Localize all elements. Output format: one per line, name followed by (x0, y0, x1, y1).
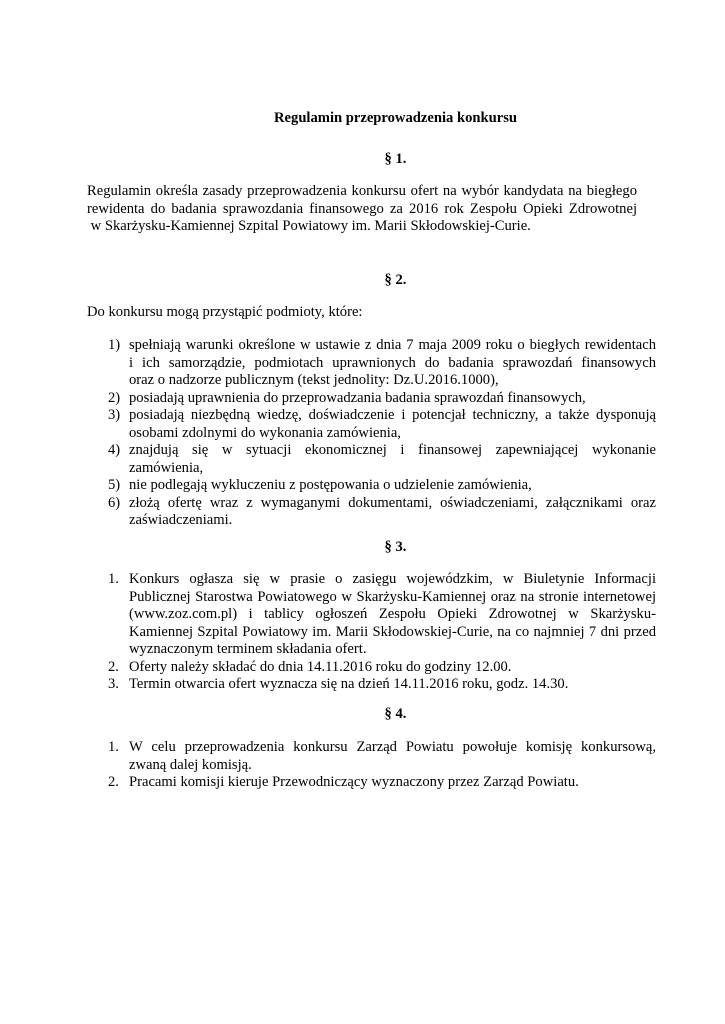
list-item-line: Termin otwarcia ofert wyznacza się na dzień 14.11.2016 roku, godz. 14.30. (129, 676, 569, 692)
list-item-line: W celu przeprowadzenia konkursu Zarząd Powiatu powołuje komisję konkursową, (129, 739, 656, 755)
list-item-line: i ich samorządzie, podmiotach uprawnionych do badania sprawozdań finansowych (129, 354, 656, 371)
list-item-line: Oferty należy składać do dnia 14.11.2016 roku do godziny 12.00. (129, 658, 512, 675)
section-3-heading: § 3. (384, 539, 407, 555)
list-item-line: znajdują się w sytuacji ekonomicznej i finansowej zapewniającej wykonanie (129, 442, 656, 458)
list-item-number: 5) (108, 477, 121, 493)
paragraph-line: rewidenta do badania sprawozdania finansowego za 2016 rok Zespołu Opieki Zdrowotnej (87, 200, 637, 217)
list-item (108, 774, 656, 792)
list-item-number: 4) (108, 442, 121, 458)
section-4-list (108, 739, 656, 792)
section-1-heading: § 1. (384, 151, 407, 167)
list-item-line: oraz o nadzorze publicznym (tekst jednolity: Dz.U.2016.1000), (129, 372, 499, 388)
list-item-line: Kamiennej Szpital Powiatowy im. Marii Skłodowskiej-Curie, na co najmniej 7 dni przed (129, 623, 656, 640)
list-item (108, 477, 656, 495)
section-2-intro (87, 304, 637, 322)
list-item-number: 2. (108, 658, 119, 675)
list-item-number: 2) (108, 389, 121, 406)
list-item (108, 659, 656, 677)
section-2-heading: § 2. (384, 272, 407, 288)
paragraph-line: w Skarżysku-Kamiennej Szpital Powiatowy im. Marii Skłodowskiej-Curie. (87, 218, 531, 234)
list-item-line: zaświadczeniami. (129, 512, 233, 528)
section-2-list (108, 337, 656, 530)
list-item (108, 571, 656, 659)
list-item-line: złożą ofertę wraz z wymaganymi dokumentami, oświadczeniami, załącznikami oraz (129, 494, 656, 511)
document-title: Regulamin przeprowadzenia konkursu (274, 110, 517, 126)
list-item-line: Publicznej Starostwa Powiatowego w Skarżysku-Kamiennej oraz na stronie internetowej (129, 588, 656, 605)
list-item-number: 1. (108, 739, 119, 755)
list-item-number: 6) (108, 494, 121, 511)
list-item (108, 390, 656, 408)
list-item-line: spełniają warunki określone w ustawie z dnia 7 maja 2009 roku o biegłych rewidentach (129, 337, 656, 353)
list-item-line: nie podlegają wykluczeniu z postępowania o udzielenie zamówienia, (129, 477, 532, 493)
list-item-number: 1. (108, 571, 119, 587)
section-3-list (108, 571, 656, 694)
list-item-line: zamówienia, (129, 459, 204, 476)
paragraph-line: Do konkursu mogą przystąpić podmioty, które: (87, 304, 363, 320)
list-item-line: Pracami komisji kieruje Przewodniczący wyznaczony przez Zarząd Powiatu. (129, 774, 579, 790)
list-item (108, 739, 656, 774)
list-item-number: 3. (108, 676, 119, 692)
list-item (108, 495, 656, 530)
list-item-number: 1) (108, 337, 121, 353)
section-1-paragraph (87, 183, 637, 236)
list-item-number: 2. (108, 774, 119, 790)
list-item (108, 337, 656, 390)
list-item (108, 407, 656, 442)
list-item-line: posiadają uprawnienia do przeprowadzania badania sprawozdań finansowych, (129, 389, 586, 406)
list-item (108, 442, 656, 477)
list-item (108, 676, 656, 694)
list-item-line: (www.zoz.com.pl) i tablicy ogłoszeń Zespołu Opieki Zdrowotnej w Skarżysku- (129, 606, 656, 622)
section-4-heading: § 4. (384, 706, 407, 722)
list-item-line: zwaną dalej komisją. (129, 756, 252, 773)
list-item-number: 3) (108, 407, 121, 423)
list-item-line: osobami zdolnymi do wykonania zamówienia, (129, 424, 401, 441)
paragraph-line: Regulamin określa zasady przeprowadzenia konkursu ofert na wybór kandydata na biegłego (87, 183, 637, 199)
list-item-line: wyznaczonym terminem składania ofert. (129, 641, 367, 657)
list-item-line: posiadają niezbędną wiedzę, doświadczenie i potencjał techniczny, a także dysponują (129, 407, 656, 423)
list-item-line: Konkurs ogłasza się w prasie o zasięgu wojewódzkim, w Biuletynie Informacji (129, 571, 656, 587)
